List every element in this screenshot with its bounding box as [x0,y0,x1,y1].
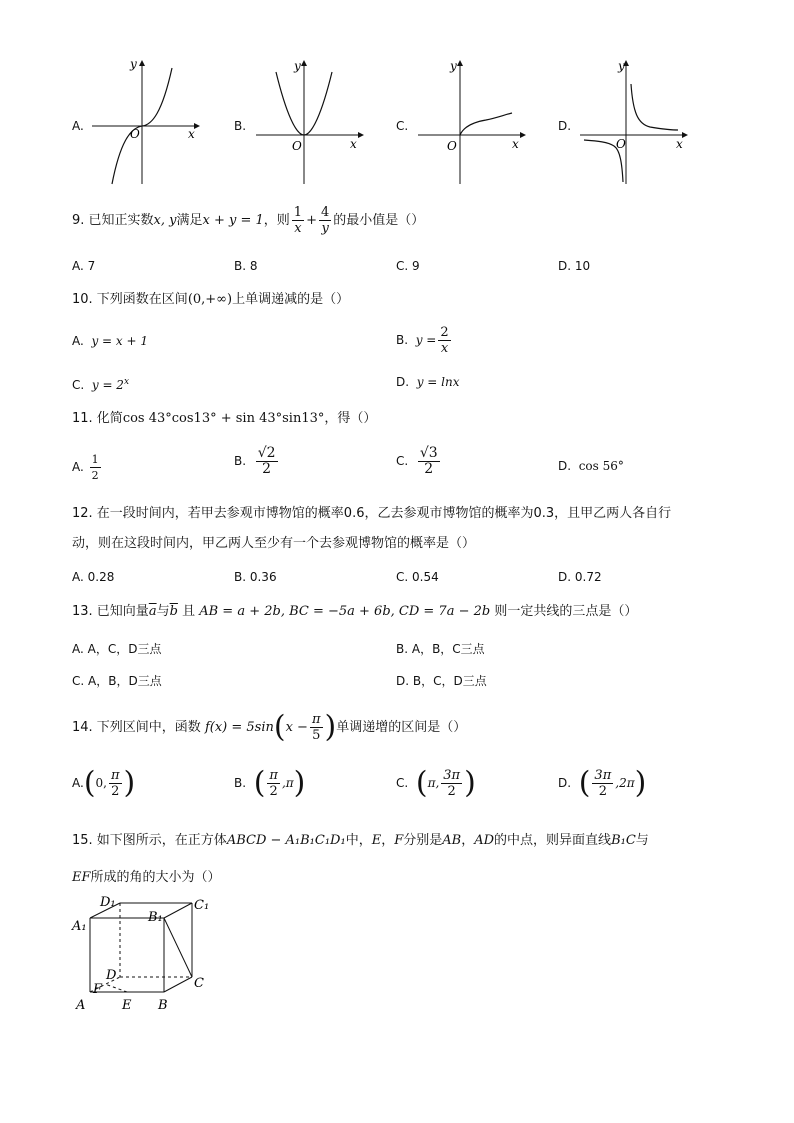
q11-option-b[interactable]: B. $\frac{√2}{2}$ [234,445,276,477]
q12-option-d[interactable]: D. 0.72 [558,570,602,584]
q9-frac-1: $\frac{1}{x}$ [293,205,303,236]
q8-b-x-label: x [350,137,357,151]
q8-b-origin-label: O [292,139,302,153]
q9-option-a[interactable]: A. 7 [72,259,96,273]
q10-option-b[interactable]: B. y = $\frac{2}{x}$ [396,325,449,356]
q12-option-b[interactable]: B. 0.36 [234,570,277,584]
q8-graph-a[interactable] [90,58,200,186]
q8-a-y-label: y [130,58,137,71]
q14-option-c[interactable]: C. (π, $\frac{3\pi}{2}$ ) [396,765,476,801]
q13-prefix: 13. 已知向量 [72,604,149,619]
q10-stem [72,291,349,309]
q10-prefix: 10. 下列函数在区间 [72,292,188,307]
cube-label-e: E [122,998,132,1013]
q8-option-c-label: C. [396,119,409,133]
cube-label-d: D [106,968,117,983]
q12-line-2: 动，则在这段时间内，甲乙两人至少有一个去参观博物馆的概率是（） [72,536,476,551]
cube-label-a1: A₁ [72,919,87,934]
q8-c-y-label: y [450,59,457,73]
q9-option-d[interactable]: D. 10 [558,259,591,273]
q9-vars: x, y [153,213,177,228]
q13-option-a[interactable]: A. A，C，D三点 [72,642,162,656]
q13-option-c[interactable]: C. A，B，D三点 [72,674,162,688]
q10-option-d[interactable]: D. y = lnx [396,375,460,389]
q13-and: 与 [156,604,170,619]
q9-stem [72,205,424,236]
cube-label-b1: B₁ [148,910,163,925]
q8-a-origin-label: O [130,127,140,141]
q9-cond: x + y = 1 [202,213,264,228]
cube-label-d1: D₁ [100,895,116,910]
q14-option-d[interactable]: D. ( $\frac{3\pi}{2}$ ,2π) [558,765,647,801]
q8-d-y-label: y [618,59,625,73]
q8-c-x-label: x [512,137,519,151]
q8-option-b-label: B. [234,119,247,133]
q14-suffix: 单调递增的区间是（） [336,720,467,735]
q13-qie: 且 [182,604,196,619]
q8-b-y-label: y [294,59,301,73]
q14-inner: x − [285,720,308,735]
q8-graph-b[interactable] [254,58,364,186]
cube-label-f: F [93,982,103,997]
q14-stem: 14. 下列区间中，函数 f(x) = 5sin(x − $\frac{\pi}{5}$ )单调递增的区间是（） [72,709,467,745]
q8-a-x-label: x [188,127,195,141]
q11-option-d[interactable]: D. cos 56° [558,459,624,473]
q9-plus: + [306,213,317,228]
q11-prefix: 11. 化简 [72,411,123,426]
q8-graph-d[interactable] [578,58,690,186]
cube-label-c1: C₁ [194,898,210,913]
q13-expr: AB = a + 2b, BC = −5a + 6b, CD = 7a − 2b [199,604,491,619]
q10-suffix: 上单调递减的是（） [232,292,350,307]
cube-label-b: B [158,998,168,1013]
q15-line-1: 15. 如下图所示，在正方体ABCD − A₁B₁C₁D₁中，E，F分别是AB，AD的中点，则异面直线B₁C与 [72,833,649,848]
q9-suffix: 的最小值是（） [333,213,425,228]
q13-option-b[interactable]: B. A，B，C三点 [396,642,485,656]
q11-option-a[interactable]: A. $\frac{1}{2}$ [72,453,99,482]
cube-label-c: C [194,976,204,991]
q13-option-d[interactable]: D. B，C，D三点 [396,674,487,688]
q12-option-a[interactable]: A. 0.28 [72,570,115,584]
q14-prefix: 14. 下列区间中，函数 [72,720,201,735]
q12-option-c[interactable]: C. 0.54 [396,570,439,584]
q14-option-b[interactable]: B. ( $\frac{\pi}{2}$ ,π) [234,765,306,801]
q11-option-c[interactable]: C. $\frac{√3}{2}$ [396,445,438,477]
q8-option-d-label: D. [558,119,572,133]
q9-cond-text: 满足 [176,213,203,228]
q9-option-b[interactable]: B. 8 [234,259,258,273]
q12-line-1: 12. 在一段时间内，若甲去参观市博物馆的概率0.6，乙去参观市博物馆的概率为0.3，且甲乙两人各自行 [72,506,672,521]
q9-option-c[interactable]: C. 9 [396,259,420,273]
q8-option-a-label: A. [72,119,84,133]
q9-frac-2: $\frac{4}{y}$ [320,205,330,236]
q13-stem [72,603,637,621]
q11-expr: cos 43°cos13° + sin 43°sin13° [122,411,325,426]
q9-prefix: 9. 已知正实数 [72,213,154,228]
q13-vec-b: $\overline{b}$ [169,604,178,619]
q8-c-origin-label: O [447,139,457,153]
q14-option-a[interactable]: A.(0, $\frac{\pi}{2}$ ) [72,765,136,801]
q13-vec-a: $\overline{a}$ [148,604,157,619]
q10-interval: (0,+∞) [187,292,233,307]
q8-d-origin-label: O [616,137,626,151]
q15-line-2: EF所成的角的大小为（） [72,870,221,885]
q8-graph-c[interactable] [416,58,526,186]
q10-option-c[interactable]: C. $y = 2^x$ [72,377,130,392]
cube-label-a: A [76,998,86,1013]
q10-option-a[interactable]: A. y = x + 1 [72,334,149,348]
q9-mid: ，则 [263,213,290,228]
q11-stem [72,410,376,428]
q13-suffix: 则一定共线的三点是（） [494,604,638,619]
q11-suffix: ，得（） [324,411,377,426]
q8-d-x-label: x [676,137,683,151]
q14-func: f(x) = 5sin [204,720,274,735]
cube-figure [68,893,218,1023]
